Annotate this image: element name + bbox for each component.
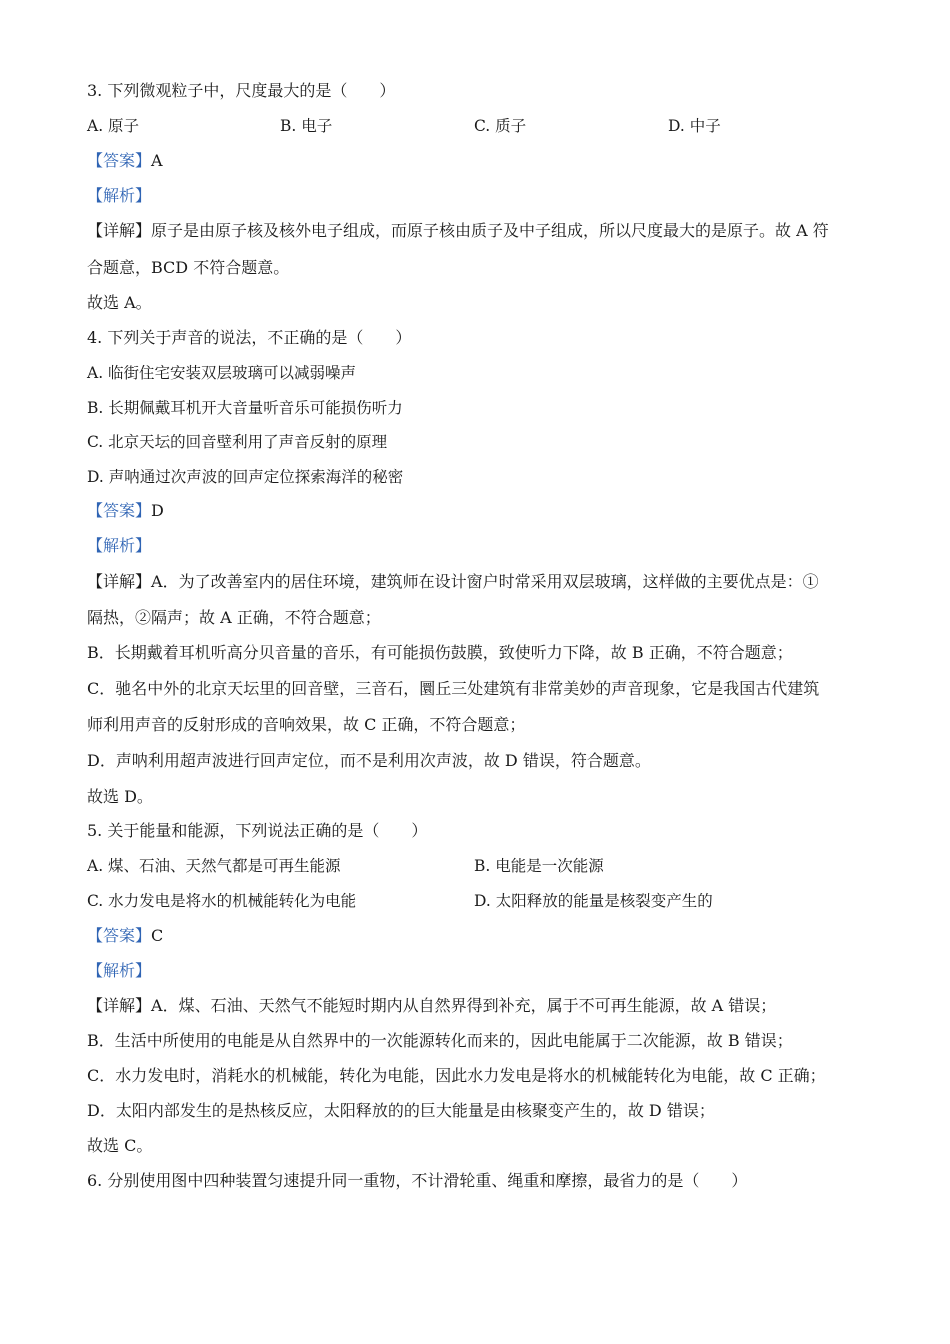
detail-text: A．煤、石油、天然气不能短时期内从自然界得到补充，属于不可再生能源，故 A 错误；	[151, 996, 777, 1015]
answer-tag: 【答案】	[87, 151, 152, 170]
detail-tag: 【详解】	[87, 572, 152, 591]
q4-option-d: D. 声呐通过次声波的回声定位探索海洋的秘密	[87, 468, 404, 486]
q3-option-c: C. 质子	[474, 117, 527, 135]
detail-text: 原子是由原子核及核外电子组成，而原子核由质子及中子组成，所以尺度最大的是原子。故 A 符	[151, 221, 829, 240]
q4-option-a: A. 临街住宅安装双层玻璃可以减弱噪声	[87, 364, 357, 382]
q4-answer	[87, 500, 164, 522]
detail-tag: 【详解】	[87, 996, 152, 1015]
q4-detail-line-3: B．长期戴着耳机听高分贝音量的音乐，有可能损伤鼓膜，致使听力下降，故 B 正确，不符合题意；	[87, 643, 793, 662]
q4-conclusion: 故选 D。	[87, 787, 153, 806]
q3-answer	[87, 150, 163, 172]
q5-option-b: B. 电能是一次能源	[474, 857, 604, 875]
q3-stem: 3. 下列微观粒子中，尺度最大的是（ ）	[87, 81, 396, 100]
q5-analysis-tag: 【解析】	[87, 961, 152, 980]
q3-detail-line-2: 合题意，BCD 不符合题意。	[87, 258, 290, 277]
q5-option-d: D. 太阳释放的能量是核裂变产生的	[474, 892, 713, 910]
answer-value: D	[151, 501, 164, 520]
q4-detail-line-2: 隔热，②隔声；故 A 正确，不符合题意；	[87, 608, 381, 627]
answer-tag: 【答案】	[87, 501, 152, 520]
q3-analysis-tag: 【解析】	[87, 186, 152, 205]
q5-detail-line-2: B．生活中所使用的电能是从自然界中的一次能源转化而来的，因此电能属于二次能源，故 B 错误；	[87, 1031, 793, 1050]
q4-detail-line-5: 师利用声音的反射形成的音响效果，故 C 正确，不符合题意；	[87, 715, 526, 734]
q4-detail-line-6: D．声呐利用超声波进行回声定位，而不是利用次声波，故 D 错误，符合题意。	[87, 751, 651, 770]
q3-option-d: D. 中子	[668, 117, 721, 135]
q5-detail-line-3: C．水力发电时，消耗水的机械能，转化为电能，因此水力发电是将水的机械能转化为电能，故 C 正确；	[87, 1066, 826, 1085]
q4-detail-line-4: C．驰名中外的北京天坛里的回音壁，三音石，圜丘三处建筑有非常美妙的声音现象，它是我国古代建筑	[87, 679, 820, 698]
detail-tag: 【详解】	[87, 221, 152, 240]
q5-option-a: A. 煤、石油、天然气都是可再生能源	[87, 857, 341, 875]
q4-option-b: B. 长期佩戴耳机开大音量听音乐可能损伤听力	[87, 399, 403, 417]
q4-option-c: C. 北京天坛的回音壁利用了声音反射的原理	[87, 433, 388, 451]
q5-option-c: C. 水力发电是将水的机械能转化为电能	[87, 892, 357, 910]
q3-detail-line-1	[87, 220, 829, 242]
answer-value: A	[151, 151, 163, 170]
q3-option-a: A. 原子	[87, 117, 140, 135]
q5-answer	[87, 925, 163, 947]
q6-stem: 6. 分别使用图中四种装置匀速提升同一重物，不计滑轮重、绳重和摩擦，最省力的是（ ）	[87, 1171, 748, 1190]
q3-option-b: B. 电子	[280, 117, 333, 135]
q5-stem: 5. 关于能量和能源，下列说法正确的是（ ）	[87, 821, 428, 840]
q4-analysis-tag: 【解析】	[87, 536, 152, 555]
q4-detail-line-1	[87, 571, 819, 593]
answer-tag: 【答案】	[87, 926, 152, 945]
detail-text: A．为了改善室内的居住环境，建筑师在设计窗户时常采用双层玻璃，这样做的主要优点是：①	[151, 572, 819, 591]
answer-value: C	[151, 926, 164, 945]
q3-conclusion: 故选 A。	[87, 293, 152, 312]
q5-detail-line-1	[87, 995, 776, 1017]
q4-stem: 4. 下列关于声音的说法，不正确的是（ ）	[87, 328, 412, 347]
q5-conclusion: 故选 C。	[87, 1136, 153, 1155]
q5-detail-line-4: D．太阳内部发生的是热核反应，太阳释放的的巨大能量是由核聚变产生的，故 D 错误；	[87, 1101, 715, 1120]
